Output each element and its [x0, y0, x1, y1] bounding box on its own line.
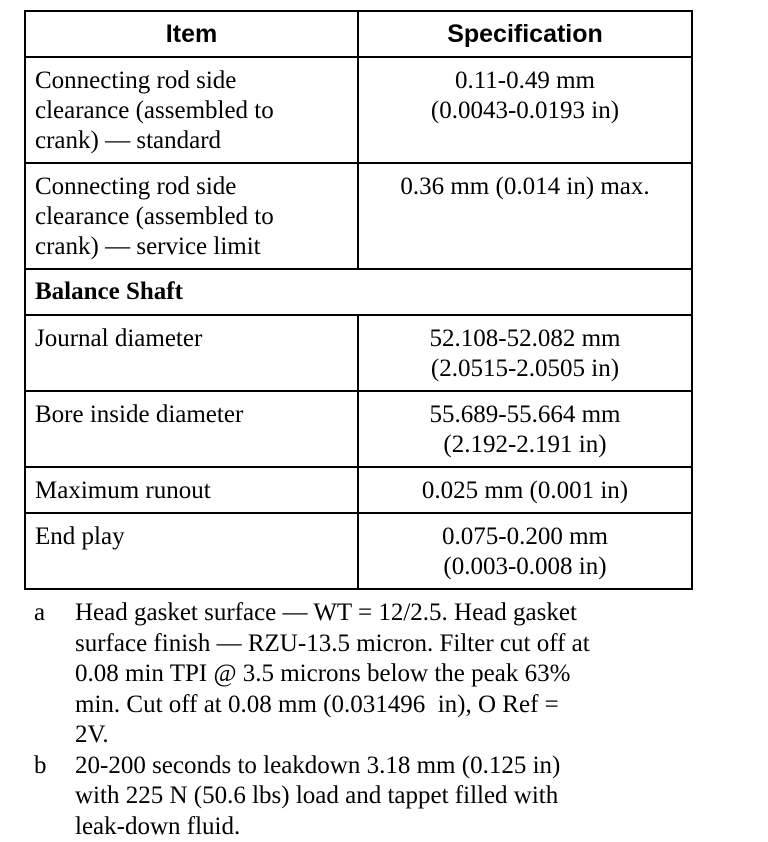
- item-cell: [25, 513, 358, 589]
- spec-cell: [358, 513, 692, 589]
- item-text-line: crank) — service limit: [35, 232, 349, 262]
- item-text-line: Journal diameter: [35, 324, 349, 354]
- footnote-text: [75, 598, 714, 751]
- spec-text-line: 52.108-52.082 mm: [367, 324, 683, 354]
- footnote-line: min. Cut off at 0.08 mm (0.031496 in), O Ref =: [75, 690, 714, 721]
- spec-text-line: (0.003-0.008 in): [367, 552, 683, 582]
- item-cell: [25, 391, 358, 467]
- spec-text-line: (2.192-2.191 in): [367, 430, 683, 460]
- footnote-marker: b: [34, 751, 75, 842]
- item-text-line: clearance (assembled to: [35, 96, 349, 126]
- item-text-line: End play: [35, 522, 349, 552]
- item-cell: [25, 57, 358, 163]
- item-text-line: Connecting rod side: [35, 66, 349, 96]
- footnote-b: [34, 751, 714, 842]
- spec-cell: [358, 315, 692, 391]
- spec-text-line: 0.36 mm (0.014 in) max.: [367, 172, 683, 202]
- footnote-marker: a: [34, 598, 75, 751]
- table-row: [25, 391, 692, 467]
- table-row: [25, 315, 692, 391]
- footnotes: [34, 598, 714, 842]
- section-row: [25, 269, 692, 315]
- spec-cell: [358, 57, 692, 163]
- footnote-line: Head gasket surface — WT = 12/2.5. Head gasket: [75, 598, 714, 629]
- footnote-line: 0.08 min TPI @ 3.5 microns below the peak 63%: [75, 659, 714, 690]
- item-cell: [25, 315, 358, 391]
- spec-text-line: 0.11-0.49 mm: [367, 66, 683, 96]
- section-title-balance-shaft: Balance Shaft: [25, 269, 692, 315]
- item-cell: [25, 163, 358, 269]
- spec-text-line: 0.075-0.200 mm: [367, 522, 683, 552]
- spec-text-line: (2.0515-2.0505 in): [367, 354, 683, 384]
- footnote-line: surface finish — RZU-13.5 micron. Filter cut off at: [75, 629, 714, 660]
- footnote-line: leak-down fluid.: [75, 812, 714, 842]
- spec-text-line: 55.689-55.664 mm: [367, 400, 683, 430]
- item-text-line: Connecting rod side: [35, 172, 349, 202]
- footnote-line: with 225 N (50.6 lbs) load and tappet filled with: [75, 781, 714, 812]
- item-text-line: crank) — standard: [35, 126, 349, 156]
- specification-table: [24, 10, 693, 590]
- table-row: [25, 57, 692, 163]
- table-row: [25, 163, 692, 269]
- spec-cell: [358, 391, 692, 467]
- item-text-line: Maximum runout: [35, 476, 349, 506]
- spec-text-line: (0.0043-0.0193 in): [367, 96, 683, 126]
- spec-text-line: 0.025 mm (0.001 in): [367, 476, 683, 506]
- item-text-line: clearance (assembled to: [35, 202, 349, 232]
- table-row: [25, 467, 692, 513]
- column-header-item: Item: [25, 11, 358, 57]
- column-header-specification: Specification: [358, 11, 692, 57]
- footnote-line: 2V.: [75, 720, 714, 751]
- footnote-a: [34, 598, 714, 751]
- item-text-line: Bore inside diameter: [35, 400, 349, 430]
- table-header-row: [25, 11, 692, 57]
- item-cell: [25, 467, 358, 513]
- table-row: [25, 513, 692, 589]
- spec-cell: [358, 163, 692, 269]
- spec-cell: [358, 467, 692, 513]
- footnote-line: 20-200 seconds to leakdown 3.18 mm (0.125 in): [75, 751, 714, 782]
- footnote-text: [75, 751, 714, 842]
